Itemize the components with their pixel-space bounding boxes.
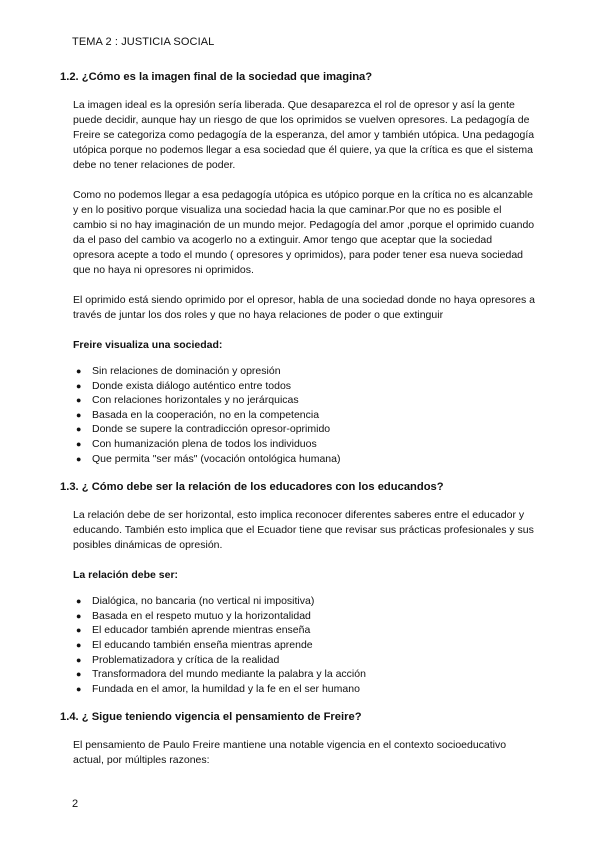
list-item	[60, 364, 538, 379]
bullet-icon: ●	[76, 395, 82, 406]
section-1-3-heading: 1.3. ¿ Cómo debe ser la relación de los educadores con los educandos?	[60, 481, 444, 494]
list-item-text: Problematizadora y crítica de la realidad	[92, 653, 280, 666]
list-item	[60, 609, 538, 624]
list-item-text: Basada en la cooperación, no en la competencia	[92, 408, 320, 421]
list-item	[60, 638, 538, 653]
list-item-text: Dialógica, no bancaria (no vertical ni impositiva)	[92, 595, 315, 608]
list-item-text: Con humanización plena de todos los individuos	[92, 437, 317, 450]
list-item	[60, 452, 538, 467]
list-item-text: Fundada en el amor, la humildad y la fe en el ser humano	[92, 682, 360, 695]
section-1-2-heading: 1.2. ¿Cómo es la imagen final de la sociedad que imagina?	[60, 71, 373, 83]
bullet-icon: ●	[76, 596, 82, 607]
bullet-icon: ●	[76, 683, 82, 694]
section-1-2-paragraph-3: El oprimido está siendo oprimido por el opresor, habla de una sociedad donde no haya opresores a través de juntar los dos roles y que no haya relaciones de poder o que extinguir	[73, 294, 535, 321]
section-1-2-bullet-list	[60, 364, 538, 466]
bullet-icon: ●	[76, 669, 82, 680]
section-1-3-bullet-list	[60, 594, 538, 696]
bullet-icon: ●	[76, 654, 82, 665]
list-item-text: Donde se supere la contradicción opresor-oprimido	[92, 423, 331, 436]
list-item-text: Con relaciones horizontales y no jerárquicas	[92, 394, 299, 407]
list-item-text: Transformadora del mundo mediante la palabra y la acción	[92, 668, 366, 681]
document-body	[60, 70, 538, 783]
bullet-icon: ●	[76, 610, 82, 621]
list-item-text: Que permita "ser más" (vocación ontológica humana)	[92, 452, 341, 465]
list-item-text: El educando también enseña mientras aprende	[92, 638, 313, 651]
list-item	[60, 682, 538, 697]
list-item	[60, 408, 538, 423]
list-item-text: El educador también aprende mientras enseña	[92, 624, 311, 637]
list-item-text: Sin relaciones de dominación y opresión	[92, 365, 281, 377]
section-1-3-paragraph-1: La relación debe de ser horizontal, esto implica reconocer diferentes saberes entre el educador y educando. También esto implica que el Ecuador tiene que revisar sus prácticas profesionales y sus posibles dinámicas de opresión.	[73, 509, 534, 552]
list-item-text: Basada en el respeto mutuo y la horizontalidad	[92, 609, 311, 622]
bullet-icon: ●	[76, 380, 82, 391]
list-item	[60, 653, 538, 668]
bullet-icon: ●	[76, 453, 82, 464]
list-item-text: Donde exista diálogo auténtico entre todos	[92, 379, 292, 392]
section-1-2-paragraph-1: La imagen ideal es la opresión sería liberada. Que desaparezca el rol de opresor y así la gente puede decidir, aunque hay un riesgo de que los oprimidos se vuelven opresores. La pedagogía de Freire se categoriza como pedagogía de la esperanza, del amor y también utópica. Una pedagogía utópica porque no podemos llegar a esa sociedad que él quiere, ya que la crítica es que el sistema debe no tener relaciones de poder.	[73, 99, 535, 171]
list-item	[60, 667, 538, 682]
section-1-4-heading: 1.4. ¿ Sigue teniendo vigencia el pensamiento de Freire?	[60, 711, 362, 724]
page-number: 2	[72, 798, 79, 810]
list-item	[60, 422, 538, 437]
list-item	[60, 594, 538, 609]
page-header: TEMA 2 : JUSTICIA SOCIAL	[72, 36, 215, 48]
bullet-icon: ●	[76, 409, 82, 420]
section-1-4-paragraph-1: El pensamiento de Paulo Freire mantiene una notable vigencia en el contexto socioeducativo actual, por múltiples razones:	[73, 739, 507, 767]
list-item	[60, 379, 538, 394]
section-1-2-subheading: Freire visualiza una sociedad:	[73, 339, 223, 351]
list-item	[60, 623, 538, 638]
list-item	[60, 393, 538, 408]
bullet-icon: ●	[76, 424, 82, 435]
bullet-icon: ●	[76, 366, 82, 376]
bullet-icon: ●	[76, 625, 82, 636]
section-1-3-subheading: La relación debe ser:	[73, 569, 179, 582]
section-1-2-paragraph-2: Como no podemos llegar a esa pedagogía utópica es utópico porque en la crítica no es alcanzable y en lo positivo porque visualiza una sociedad hacia la que caminar.Por que no es posible el cambio si no hay imaginación de un mundo mejor. Pedagogía del amor ,porque el oprimido cuando da el paso del cambio va acogerlo no a extinguir. Amor tengo que aceptar que la sociedad opresora acepte a todo el mundo ( opresores y oprimidos), para poder tener esa nueva sociedad que no haya ni opresores ni oprimidos.	[73, 189, 535, 276]
bullet-icon: ●	[76, 438, 82, 449]
bullet-icon: ●	[76, 639, 82, 650]
list-item	[60, 437, 538, 452]
